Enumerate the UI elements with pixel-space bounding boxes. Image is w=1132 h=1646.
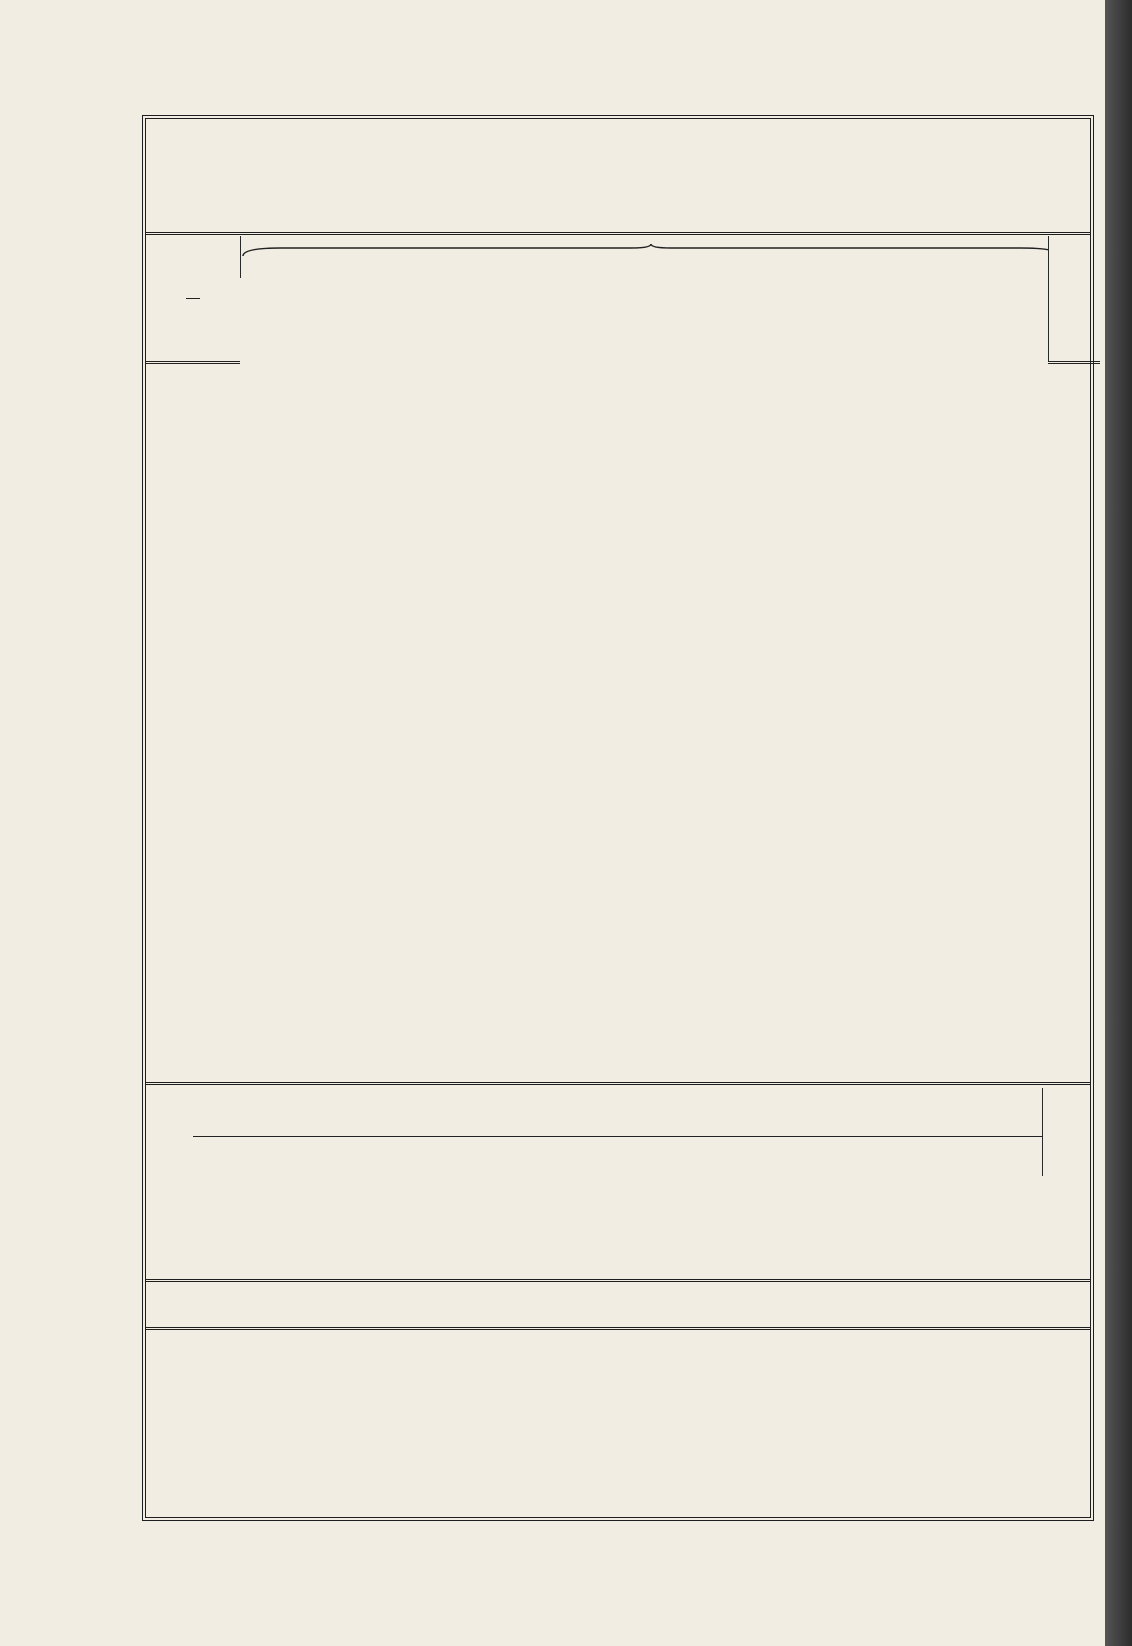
frequency-rule: [146, 1082, 1090, 1085]
elements-table: [146, 1330, 1090, 1374]
elements-rule: [146, 1279, 1090, 1282]
title-rule: [146, 232, 1090, 235]
frequency-table: [146, 1088, 1090, 1176]
month-year-header: [146, 236, 240, 362]
elements-direction-header-row: [146, 1330, 1090, 1374]
direction-header: [240, 236, 1048, 278]
rain-header: [1048, 236, 1100, 362]
frequency-total-header: [1043, 1088, 1090, 1176]
wind-direction-table: [146, 236, 1100, 364]
book-edge: [1105, 0, 1132, 1646]
frequency-direction-header-row: [146, 1136, 1090, 1176]
time-columns-header-row: [146, 278, 1100, 362]
brace-decoration: [241, 244, 1049, 258]
